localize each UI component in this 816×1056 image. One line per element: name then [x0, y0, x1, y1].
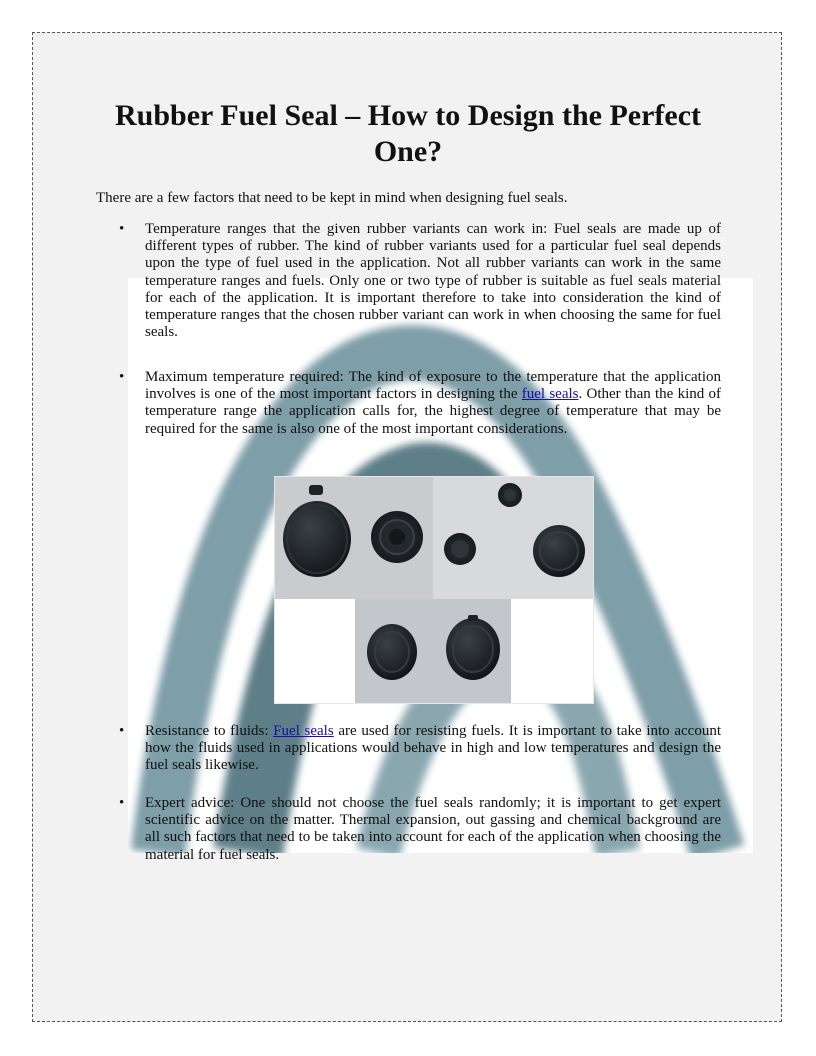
factor-text: Temperature ranges that the given rubber variants can work in: Fuel seals are made up of different types of rubber. The kind of rubber variants used for a particular fuel seal depends upon the type of fuel used in the application. Not all rubber variants can work in the same temperature ranges and fuels. Only one or two type of rubber is suitable as fuel seals material for each of the application. It is important therefore to take into consideration the kind of temperature ranges that the chosen rubber variant can work in when choosing the same for fuel seals. [145, 221, 721, 341]
list-item [145, 795, 721, 864]
list-item [145, 723, 721, 775]
document-page [32, 32, 782, 1022]
intro-paragraph: There are a few factors that need to be kept in mind when designing fuel seals. [96, 190, 568, 206]
list-item [145, 369, 721, 438]
factor-text: Expert advice: One should not choose the fuel seals randomly; it is important to get expert scientific advice on the matter. Thermal expansion, out gassing and chemical background are all such factors that need to be taken into account for each of the application when choosing the material for fuel seals. [145, 795, 721, 863]
factor-text-after: . Other than the kind of temperature range the application calls for, the highest degree of temperature that may be required for the same is also one of the most important considerations. [145, 386, 721, 437]
fuel-seals-link[interactable]: Fuel seals [273, 723, 334, 739]
fuel-seals-photo-icon [275, 477, 593, 703]
fuel-seals-link[interactable]: fuel seals [521, 386, 579, 403]
page-title: Rubber Fuel Seal – How to Design the Perfect One? [114, 99, 702, 168]
factor-text-before: Resistance to fluids: [145, 723, 274, 739]
factor-text-before: Maximum temperature required: The kind of exposure to the temperature that the application involves is one of the most important factors in designing the [145, 369, 721, 403]
list-item [145, 221, 721, 341]
factor-text-after: are used for resisting fuels. It is important to take into account how the fluids used in applications would behave in high and low temperatures and design the fuel seals likewise. [145, 723, 721, 774]
rubber-fuel-seals-photo [274, 476, 594, 704]
